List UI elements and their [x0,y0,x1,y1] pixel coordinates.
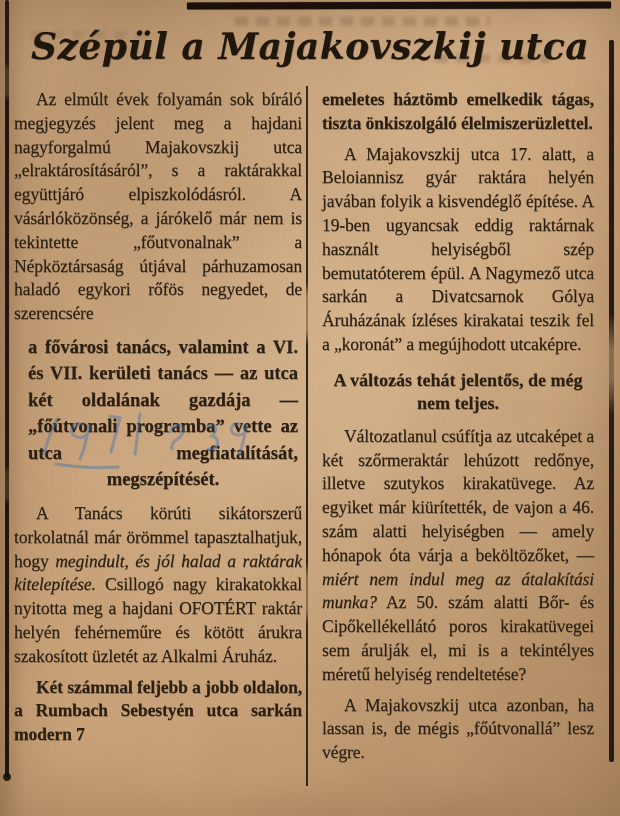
text-run-italic: miért nem indul meg az átalakítási munka? [322,568,594,613]
right-column [322,88,594,772]
subheading-valtozas: A változás tehát jelentős, de még nem teljes. [333,369,583,413]
para-ket-szammal: Két számmal feljebb a jobb oldalon, a Rumbach Sebestyén utca sarkán modern 7 [14,676,302,745]
para-emeletes: emeletes háztömb emelkedik tágas, tiszta önkiszolgáló élelmiszerüzlettel. [322,89,594,133]
text-run: Csillogó nagy kirakatokkal nyitotta meg a hajdani OFOTÉRT raktár helyén fehérneműre és kötött árukra szakosított üzletét az Alkalmi Áruház. [14,574,302,666]
article-body [14,88,594,772]
para-intro: Az elmúlt évek folyamán sok bíráló megjegyzés jelent meg a hajdani nagyforgalmú Majakovszkij utca „elraktárosításáról”, s a raktárakkal együttjáró elpiszkolódásról. A vásárlóközönség, a járókelő már nem is tekintette „főutvonalnak” a Népköztársaság útjával párhuzamosan haladó egykori rőfös negyedet, de szerencsére [14,89,302,324]
text-run: Változatlanul csúfítja az utcaképet a két szőrmeraktár lehúzott redőnye, illetve szutykos kirakatüvege. Az egyiket már kiürítették, de vajon a 46. szám alatti helyiségben — amely hónapok óta várja a beköltözőket, — [322,425,594,565]
bleedthrough-smudge [235,17,490,26]
article-title: Szépül a Majakovszkij utca [30,26,590,68]
right-column-rule [609,40,614,762]
text-run: Az 50. szám alatti Bőr- és Cipőkellékellátó poros kirakatüvegei sem árulják el, mi is a tekintélyes méretű helyiség rendeltetése? [322,592,594,684]
para-majakovszkij-17: A Majakovszkij utca 17. alatt, a Beloiannisz gyár raktára helyén javában folyik a kisvendéglő építése. A 19-ben ugyancsak eddig raktárnak használt helyiségből szép bemutatóterem épül. A Nagymező utca sarkán a Divatcsarnok Gólya Áruházának ízléses kirakatai teszik fel a „koronát” a megújhodott utcaképre. [322,143,594,354]
para-tanacs-korut [14,502,302,669]
left-column [14,88,302,772]
text-run: A Tanács körúti sikátorszerű torkolatnál már örömmel tapasztalhatjuk, hogy [14,502,302,571]
para-closing: A Majakovszkij utca azonban, ha lassan is, de mégis „főútvonallá” lesz végre. [322,694,594,763]
text-run-italic: megindult, és jól halad a raktárak kitelepítése. [14,550,302,595]
top-rule-bar [187,1,611,9]
para-council-bold: a fővárosi tanács, valamint a VI. és VII. kerületi tanács — az utca két oldalának gazdája — „főútvonali programba” vette az utca megfiatalítását, megszépítését. [28,337,298,491]
para-valtozatlanul [322,425,594,687]
left-column-rule [5,0,9,777]
